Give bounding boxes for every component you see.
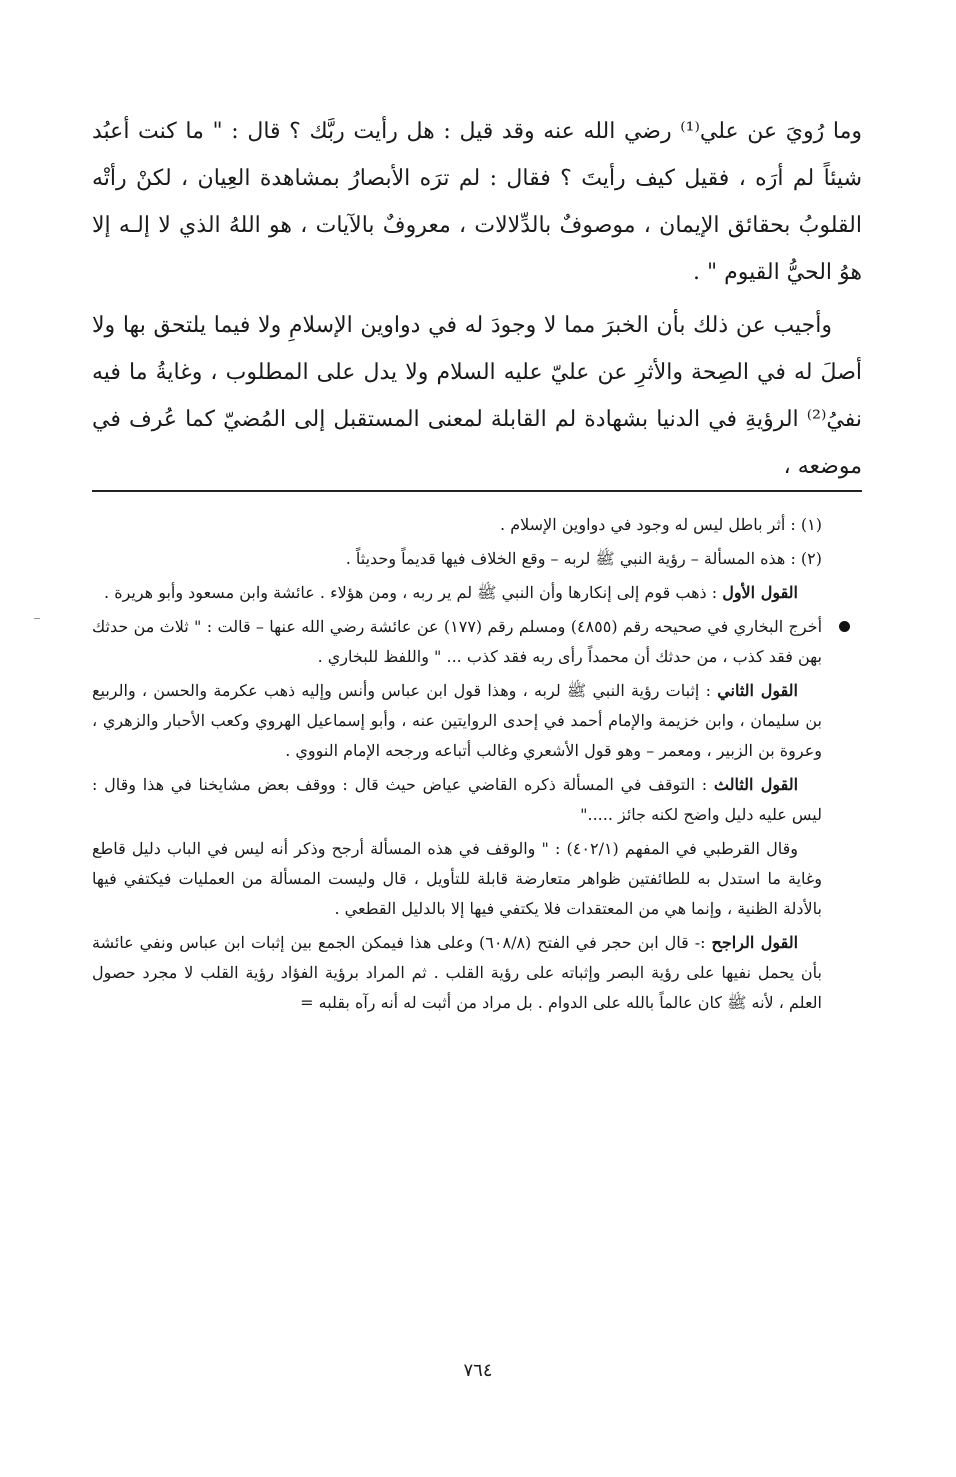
footnotes [92, 510, 822, 1022]
opinion-second [92, 676, 822, 766]
opinion-preferred-title: القول الراجح [711, 933, 799, 952]
footnote-separator [92, 490, 862, 492]
opinion-third [92, 770, 822, 830]
opinion-second-title: القول الثاني [717, 681, 799, 700]
main-text [92, 108, 862, 496]
margin-mark [34, 618, 40, 619]
opinion-first-title: القول الأول [722, 583, 798, 602]
opinion-third-text: : التوقف في المسألة ذكره القاضي عياض حيث قال : ووقف بعض مشايخنا في هذا وقال : ليس عليه دليل واضح لكنه جائز ....." [92, 775, 822, 824]
opinion-first-text: : ذهب قوم إلى إنكارها وأن النبي ﷺ لم ير ربه ، ومن هؤلاء . عائشة وابن مسعود وأبو هريرة . [104, 583, 723, 602]
opinion-third-title: القول الثالث [713, 775, 799, 794]
bullet-icon [839, 621, 850, 632]
opinion-preferred [92, 928, 822, 1018]
opinion-second-text: : إثبات رؤية النبي ﷺ لربه ، وهذا قول ابن عباس وأنس وإليه ذهب عكرمة والحسن ، والربيع بن سليمان ، وابن خزيمة والإمام أحمد في إحدى الروايتين عنه ، وأبو إسماعيل الهروي وكعب الأحبار والزهري ، وعروة بن الزبير ، ومعمر – وهو قول الأشعري وغالب أتباعه ورجحه الإمام النووي . [92, 681, 822, 760]
footnote-2: (٢) : هذه المسألة – رؤية النبي ﷺ لربه – وقع الخلاف فيها قديماً وحديثاً . [345, 549, 822, 568]
opinion-preferred-text: :- قال ابن حجر في الفتح (٦٠٨/٨) وعلى هذا فيمكن الجمع بين إثبات ابن عباس ونفي عائشة بأن يحمل نفيها على رؤية البصر وإثباته على رؤية القلب . ثم المراد برؤية الفؤاد رؤية القلب لا مجرد حصول العلم ، لأنه ﷺ كان عالماً بالله على الدوام . بل مراد من أثبت له أنه رآه بقلبه = [92, 933, 822, 1012]
bukhari-citation-text: أخرج البخاري في صحيحه رقم (٤٨٥٥) ومسلم رقم (١٧٧) عن عائشة رضي الله عنها – قالت : " ثلاث من حدثك بهن فقد كذب ، من حدثك أن محمداً رأى ربه فقد كذب ... " واللفظ للبخاري . [92, 617, 823, 666]
bukhari-citation [92, 612, 822, 672]
footnote-1: (١) : أثر باطل ليس له وجود في دواوين الإسلام . [500, 515, 822, 534]
main-paragraph-1: وما رُويَ عن علي⁽¹⁾ رضي الله عنه وقد قيل : هل رأيت ربَّك ؟ قال : " ما كنت أعبُد شيئاً لم أرَه ، فقيل كيف رأيتَ ؟ فقال : لم ترَه الأبصارُ بمشاهدة العِيان ، لكنْ رأتْه القلوبُ بحقائق الإيمان ، موصوفٌ بالدِّلالات ، معروفٌ بالآيات ، هو اللهُ الذي لا إلـه إلا هوُ الحيُّ القيوم " . [92, 119, 862, 285]
main-paragraph-2: وأجيب عن ذلك بأن الخبرَ مما لا وجودَ له في دواوين الإسلامِ ولا فيما يلتحق بها ولا أصلَ له في الصِحة والأثرِ عن عليّ عليه السلام ولا يدل على المطلوب ، وغايةُ ما فيه نفيُ⁽²⁾ الرؤيةِ في الدنيا بشهادة لم القابلة لمعنى المستقبل إلى المُضيّ كما عُرف في موضعه ، [92, 313, 862, 479]
opinion-first [92, 578, 822, 608]
qurtubi-quote: وقال القرطبي في المفهم (٤٠٢/١) : " والوقف في هذه المسألة أرجح وذكر أنه ليس في الباب دليل قاطع وغاية ما استدل به للطائفتين ظواهر متعارضة قابلة للتأويل ، قال وليست المسألة من العمليات فيكتفي فيها بالأدلة الظنية ، وإنما هي من المعتقدات فلا يكتفي فيها إلا بالدليل القطعي . [92, 839, 822, 918]
page-number: ٧٦٤ [463, 1360, 493, 1381]
